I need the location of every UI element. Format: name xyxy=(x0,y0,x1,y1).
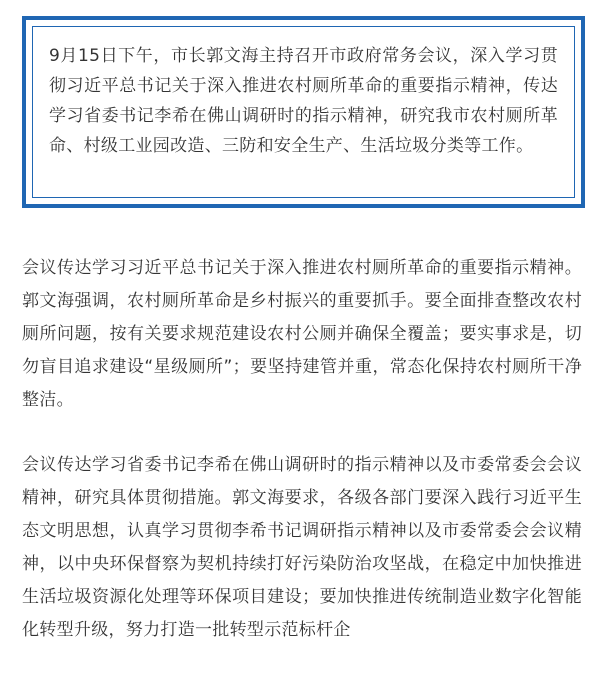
summary-text: 9月15日下午，市长郭文海主持召开市政府常务会议，深入学习贯彻习近平总书记关于深入推进农村厕所革命的重要指示精神，传达学习省委书记李希在佛山调研时的指示精神，研究我市农村厕所革命、村级工业园改造、三防和安全生产、生活垃圾分类等工作。 xyxy=(49,46,558,156)
article-paragraph-1: 会议传达学习习近平总书记关于深入推进农村厕所革命的重要指示精神。郭文海强调，农村厕所革命是乡村振兴的重要抓手。要全面排查整改农村厕所问题，按有关要求规范建设农村公厕并确保全覆盖；要实事求是，切勿盲目追求建设“星级厕所”；要坚持建管并重，常态化保持农村厕所干净整洁。 xyxy=(22,258,582,410)
article-body xyxy=(22,252,582,679)
summary-inner-frame xyxy=(32,26,575,198)
summary-box xyxy=(22,16,585,208)
article-paragraph-2: 会议传达学习省委书记李希在佛山调研时的指示精神以及市委常委会会议精神，研究具体贯彻措施。郭文海要求，各级各部门要深入践行习近平生态文明思想，认真学习贯彻李希书记调研指示精神以及市委常委会会议精神，以中央环保督察为契机持续打好污染防治攻坚战，在稳定中加快推进生活垃圾资源化处理等环保项目建设；要加快推进传统制造业数字化智能化转型升级，努力打造一批转型示范标杆企 xyxy=(22,455,582,640)
